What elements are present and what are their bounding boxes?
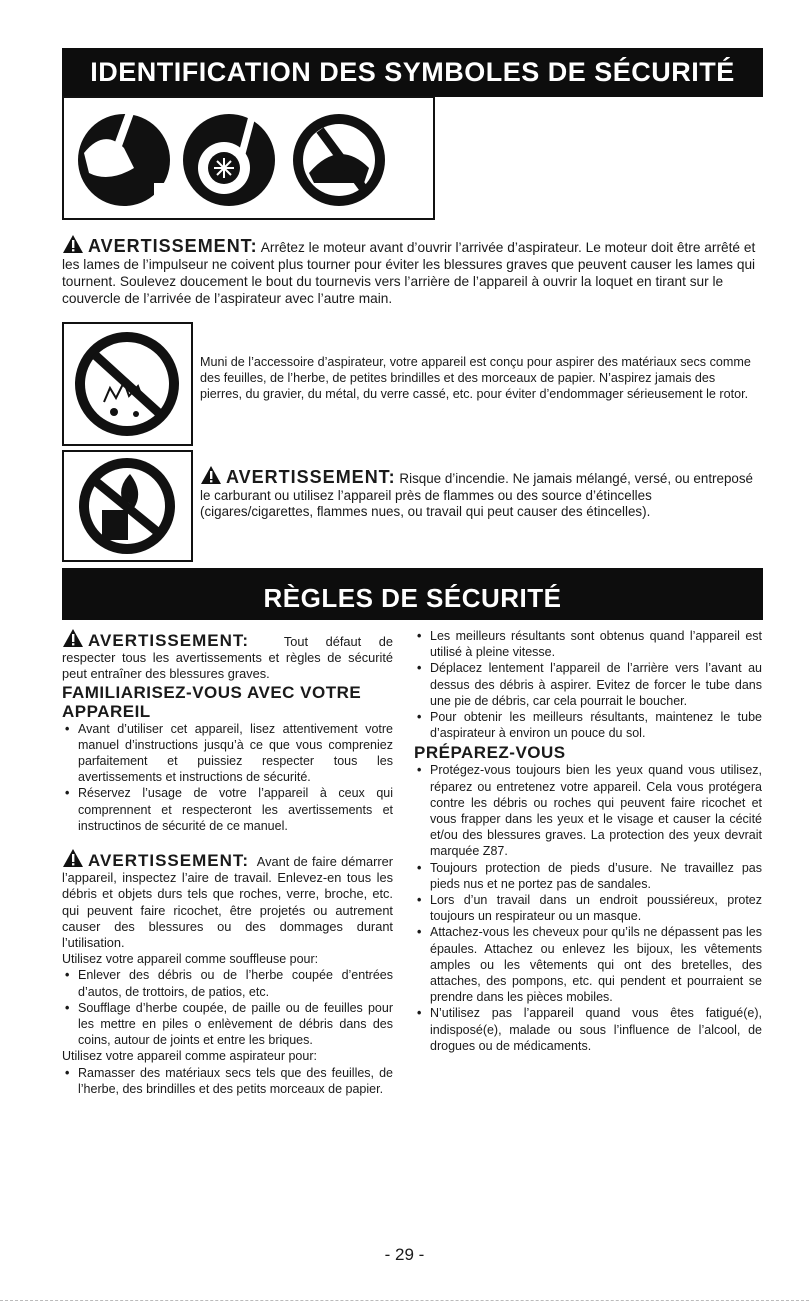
- list-item: • Soufflage d’herbe coupée, de paille ou de feuilles pour les mettre en piles o enlèvement de débris dans des coins, autour de joints et entre les briques.: [62, 1000, 393, 1049]
- safety-symbols-banner: IDENTIFICATION DES SYMBOLES DE SÉCURITÉ: [62, 48, 763, 97]
- blower-list: [62, 967, 393, 1048]
- safety-rules-banner: RÈGLES DE SÉCURITÉ: [62, 568, 763, 620]
- warning-triangle-icon: [62, 234, 84, 254]
- page-number: - 29 -: [384, 1245, 425, 1264]
- list-item: • Toujours protection de pieds d’usure. Ne travaillez pas pieds nus et ne portez pas de sandales.: [414, 860, 762, 892]
- list-item: • Enlever des débris ou de l’herbe coupée d’entrées d’autos, de trottoirs, de patios, etc.: [62, 967, 393, 999]
- warning-triangle-icon: [62, 628, 84, 648]
- vacuum-note: Muni de l’accessoire d’aspirateur, votre appareil est conçu pour aspirer des matériaux secs comme des feuilles, de l’herbe, de petites brindilles et des morceaux de papier. N’aspirez jamais des pierres, du gravier, du métal, du verre cassé, etc. pour éviter d’endommager sérieusement le rotor.: [200, 355, 751, 402]
- list-item: • Lors d’un travail dans un endroit poussiéreux, protez toujours un respirateur ou un masque.: [414, 892, 762, 924]
- familiarize-list: [62, 721, 393, 834]
- symbols-image: [62, 96, 435, 220]
- list-item: • Pour obtenir les meilleurs résultants, maintenez le tube d’aspirateur à environ un pouce du sol.: [414, 709, 762, 741]
- warning-vacuum-inlet: AVERTISSEMENT: Arrêtez le moteur avant d’ouvrir l’arrivée d’aspirateur. Le moteur doit être arrêté et les lames de l’impulseur ne coivent plus tourner pour éviter les blessures graves que peuvent causer les lames qui tournent. Soulevez doucement le bout du tournevis vers l’arrière de l’appareil à ouvrir la loquet en tirant sur le couvercle de l’arrivée de l’aspirateur avec l’autre main.: [62, 236, 756, 306]
- warning-triangle-icon: [200, 465, 222, 485]
- list-item: • Protégez-vous toujours bien les yeux quand vous utilisez, réparez ou entretenez votre appareil. Cela vous protégera contre les débris ou roches qui peuvent faire ricochet et vous frapper dans les yeux et le visage et causer la cécité et/ou des blessures graves. La protection des yeux devrait marquée Z87.: [414, 762, 762, 859]
- list-item: • Les meilleurs résultants sont obtenus quand l’appareil est utilisé à pleine vitesse.: [414, 628, 762, 660]
- list-item: • Attachez-vous les cheveux pour qu’ils ne dépassent pas les épaules. Attachez ou enlevez les bijoux, les vêtements amples ou les vêtements qui ont des bretelles, des attaches, des pompons, etc. qui pendent et pourraient se prendre dans les pièces mobiles.: [414, 924, 762, 1005]
- list-item: • N’utilisez pas l’appareil quand vous êtes fatigué(e), indisposé(e), malade ou sous l’influence de l’alcool, de drogues ou de médicaments.: [414, 1005, 762, 1054]
- usage-tips-list: [414, 628, 762, 741]
- vacuum-intro: Utilisez votre appareil comme aspirateur pour:: [62, 1049, 317, 1064]
- bottom-divider: [0, 1300, 809, 1301]
- list-item: • Déplacez lentement l’appareil de l’arrière vers l’avant au dessus des débris à aspirer. Evitez de forcer le tube dans une pie de débris, car cela pourrait le boucher.: [414, 660, 762, 709]
- warning-triangle-icon: [62, 848, 84, 868]
- warning-fire: AVERTISSEMENT: Risque d’incendie. Ne jamais mélangé, versé, ou entreposé le carburant ou utilisez l’appareil près de flammes ou des source d’étincelles (cigares/cigarettes, flammes nues, ou travail qui peut causer des étincelles).: [200, 467, 753, 519]
- vacuum-list: [62, 1065, 393, 1097]
- blower-intro: Utilisez votre appareil comme souffleuse pour:: [62, 952, 319, 967]
- right-column: [414, 628, 762, 1054]
- prepare-heading: PRÉPAREZ-VOUS: [414, 743, 566, 763]
- general-warning: AVERTISSEMENT: Tout défaut de respecter tous les avertissements et règles de sécurité peut entraîner des blessures graves.: [62, 628, 393, 683]
- familiarize-heading: FAMILIARISEZ-VOUS AVEC VOTRE APPAREIL: [62, 682, 362, 721]
- left-column: [62, 628, 393, 1097]
- list-item: • Réservez l’usage de votre l’appareil à ceux qui comprennent et respecteront les avertissements et instructinos de sécurité de ce manuel.: [62, 785, 393, 834]
- list-item: • Ramasser des matériaux secs tels que des feuilles, de l’herbe, des brindilles et des petits morceaux de papier.: [62, 1065, 393, 1097]
- list-item: • Avant d’utiliser cet appareil, lisez attentivement votre manuel d’instructions jusqu’à ce que vous compreniez parfaitement et puissiez respecter tous les avertissements et instructions de sécurité.: [62, 721, 393, 786]
- no-debris-image: [62, 322, 193, 446]
- no-fire-image: [62, 450, 193, 562]
- prepare-list: [414, 762, 762, 1054]
- inspect-area-warning: AVERTISSEMENT: Avant de faire démarrer l’appareil, inspectez l’aire de travail. Enlevez-en tous les débris et objets durs tels que roches, verre, broche, etc. qui peuvent faire ricochet, être projetés ou autrement causer des blessures ou des dommages durant l’utilisation.: [62, 848, 393, 951]
